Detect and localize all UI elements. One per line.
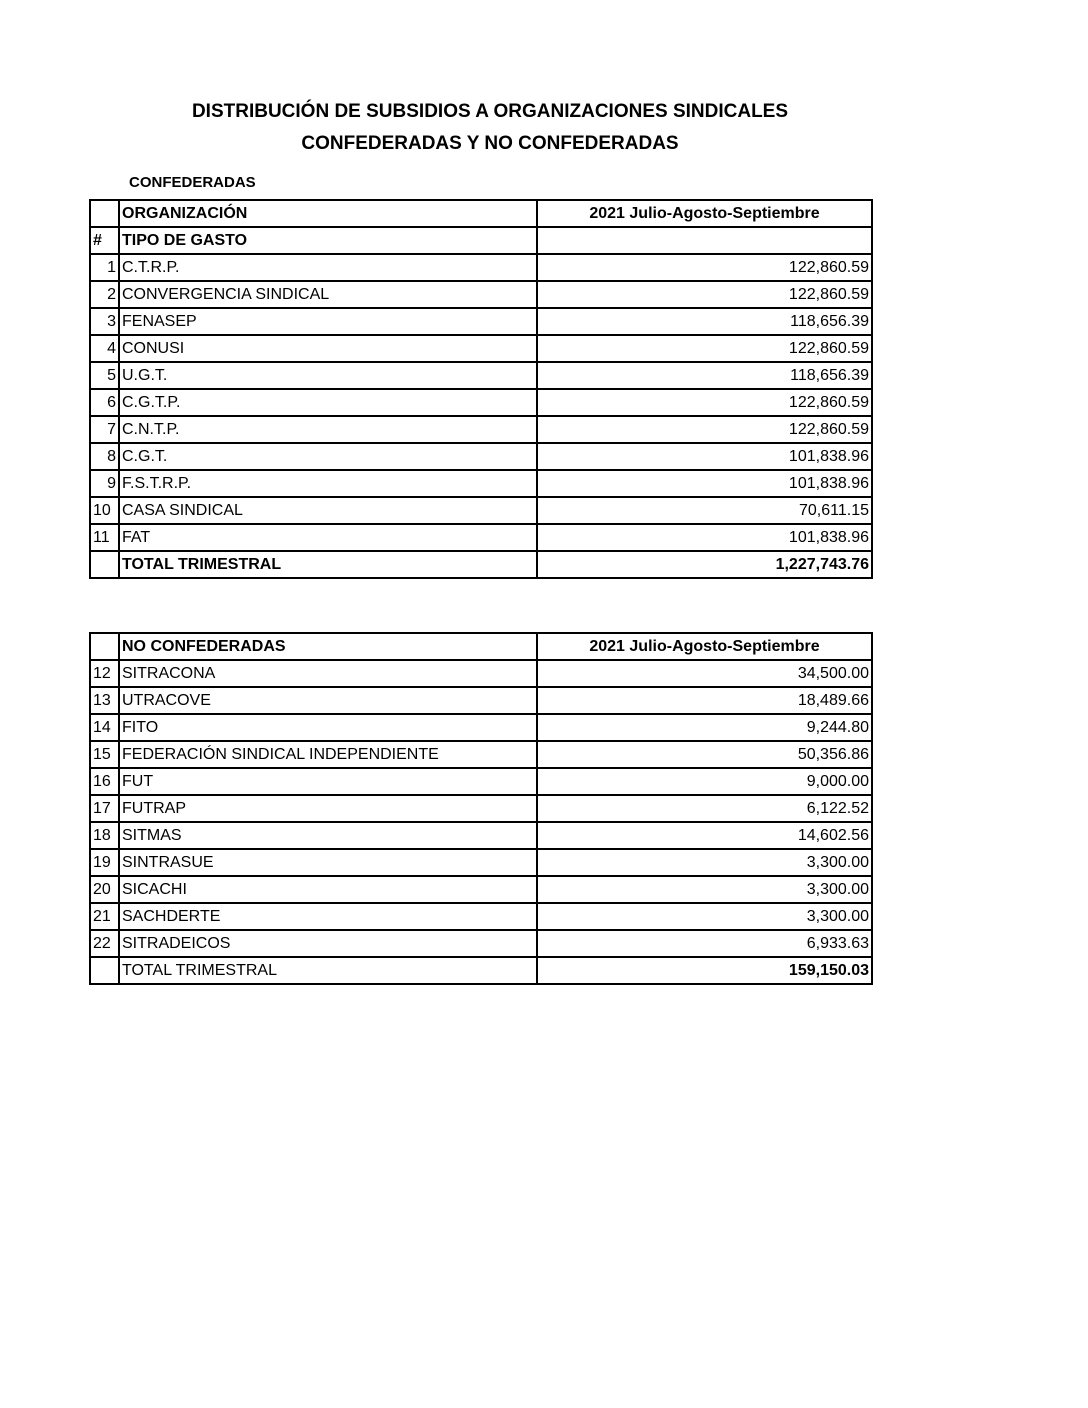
row-value: 3,300.00 xyxy=(537,849,872,876)
table-row xyxy=(90,443,872,470)
organization-name: FENASEP xyxy=(119,308,537,335)
row-number: 15 xyxy=(90,741,119,768)
row-value: 118,656.39 xyxy=(537,362,872,389)
organization-name: SINTRASUE xyxy=(119,849,537,876)
table-row xyxy=(90,687,872,714)
row-number: 17 xyxy=(90,795,119,822)
row-value: 122,860.59 xyxy=(537,335,872,362)
table-row xyxy=(90,497,872,524)
table-row xyxy=(90,930,872,957)
header-organizacion: ORGANIZACIÓN xyxy=(119,200,537,227)
row-value: 122,860.59 xyxy=(537,281,872,308)
header-empty-cell xyxy=(90,633,119,660)
table-row xyxy=(90,470,872,497)
row-number: 4 xyxy=(90,335,119,362)
organization-name: FUTRAP xyxy=(119,795,537,822)
total-empty-cell xyxy=(90,957,119,984)
row-number: 7 xyxy=(90,416,119,443)
organization-name: FUT xyxy=(119,768,537,795)
row-value: 122,860.59 xyxy=(537,389,872,416)
row-value: 14,602.56 xyxy=(537,822,872,849)
row-value: 101,838.96 xyxy=(537,443,872,470)
table-row xyxy=(90,335,872,362)
row-number: 16 xyxy=(90,768,119,795)
row-value: 50,356.86 xyxy=(537,741,872,768)
organization-name: FAT xyxy=(119,524,537,551)
row-number: 1 xyxy=(90,254,119,281)
row-number: 2 xyxy=(90,281,119,308)
row-value: 122,860.59 xyxy=(537,416,872,443)
table-row xyxy=(90,822,872,849)
table-row xyxy=(90,308,872,335)
row-value: 101,838.96 xyxy=(537,524,872,551)
row-value: 101,838.96 xyxy=(537,470,872,497)
header-period: 2021 Julio-Agosto-Septiembre xyxy=(537,200,872,227)
table-row xyxy=(90,362,872,389)
header-row-tipo xyxy=(90,227,872,254)
total-label: TOTAL TRIMESTRAL xyxy=(119,551,537,578)
organization-name: CONUSI xyxy=(119,335,537,362)
organization-name: C.G.T.P. xyxy=(119,389,537,416)
row-number: 13 xyxy=(90,687,119,714)
organization-name: SACHDERTE xyxy=(119,903,537,930)
no-confederadas-table xyxy=(89,632,873,985)
row-value: 6,933.63 xyxy=(537,930,872,957)
row-value: 34,500.00 xyxy=(537,660,872,687)
table-row xyxy=(90,524,872,551)
row-value: 9,000.00 xyxy=(537,768,872,795)
document-title-line1: DISTRIBUCIÓN DE SUBSIDIOS A ORGANIZACIONES SINDICALES xyxy=(191,101,789,122)
row-number: 3 xyxy=(90,308,119,335)
total-row xyxy=(90,957,872,984)
organization-name: F.S.T.R.P. xyxy=(119,470,537,497)
row-value: 18,489.66 xyxy=(537,687,872,714)
organization-name: U.G.T. xyxy=(119,362,537,389)
organization-name: C.T.R.P. xyxy=(119,254,537,281)
organization-name: SICACHI xyxy=(119,876,537,903)
organization-name: SITRACONA xyxy=(119,660,537,687)
table-row xyxy=(90,741,872,768)
row-value: 3,300.00 xyxy=(537,876,872,903)
total-value: 159,150.03 xyxy=(537,957,872,984)
organization-name: SITMAS xyxy=(119,822,537,849)
total-label: TOTAL TRIMESTRAL xyxy=(119,957,537,984)
organization-name: FITO xyxy=(119,714,537,741)
header-number-sign: # xyxy=(90,227,119,254)
row-number: 9 xyxy=(90,470,119,497)
row-number: 12 xyxy=(90,660,119,687)
organization-name: SITRADEICOS xyxy=(119,930,537,957)
row-number: 8 xyxy=(90,443,119,470)
table-row xyxy=(90,768,872,795)
organization-name: C.N.T.P. xyxy=(119,416,537,443)
organization-name: CONVERGENCIA SINDICAL xyxy=(119,281,537,308)
table-row xyxy=(90,281,872,308)
row-number: 21 xyxy=(90,903,119,930)
table-row xyxy=(90,903,872,930)
row-value: 70,611.15 xyxy=(537,497,872,524)
organization-name: C.G.T. xyxy=(119,443,537,470)
row-number: 19 xyxy=(90,849,119,876)
document-title-line2: CONFEDERADAS Y NO CONFEDERADAS xyxy=(301,133,679,154)
row-value: 122,860.59 xyxy=(537,254,872,281)
row-number: 10 xyxy=(90,497,119,524)
table-row xyxy=(90,254,872,281)
total-empty-cell xyxy=(90,551,119,578)
header-row xyxy=(90,633,872,660)
table-row xyxy=(90,876,872,903)
section-label-confederadas: CONFEDERADAS xyxy=(129,174,256,191)
table-row xyxy=(90,416,872,443)
row-value: 9,244.80 xyxy=(537,714,872,741)
row-number: 18 xyxy=(90,822,119,849)
row-number: 22 xyxy=(90,930,119,957)
row-number: 5 xyxy=(90,362,119,389)
confederadas-table xyxy=(89,199,873,579)
row-number: 20 xyxy=(90,876,119,903)
total-row xyxy=(90,551,872,578)
organization-name: FEDERACIÓN SINDICAL INDEPENDIENTE xyxy=(119,741,537,768)
table-row xyxy=(90,849,872,876)
row-number: 6 xyxy=(90,389,119,416)
row-number: 14 xyxy=(90,714,119,741)
header-empty-value xyxy=(537,227,872,254)
table-row xyxy=(90,660,872,687)
row-value: 6,122.52 xyxy=(537,795,872,822)
organization-name: CASA SINDICAL xyxy=(119,497,537,524)
organization-name: UTRACOVE xyxy=(119,687,537,714)
header-empty-cell xyxy=(90,200,119,227)
table-row xyxy=(90,714,872,741)
table-row xyxy=(90,389,872,416)
total-value: 1,227,743.76 xyxy=(537,551,872,578)
header-row xyxy=(90,200,872,227)
row-value: 118,656.39 xyxy=(537,308,872,335)
header-tipo-de-gasto: TIPO DE GASTO xyxy=(119,227,537,254)
header-period: 2021 Julio-Agosto-Septiembre xyxy=(537,633,872,660)
header-no-confederadas: NO CONFEDERADAS xyxy=(119,633,537,660)
row-value: 3,300.00 xyxy=(537,903,872,930)
table-row xyxy=(90,795,872,822)
row-number: 11 xyxy=(90,524,119,551)
